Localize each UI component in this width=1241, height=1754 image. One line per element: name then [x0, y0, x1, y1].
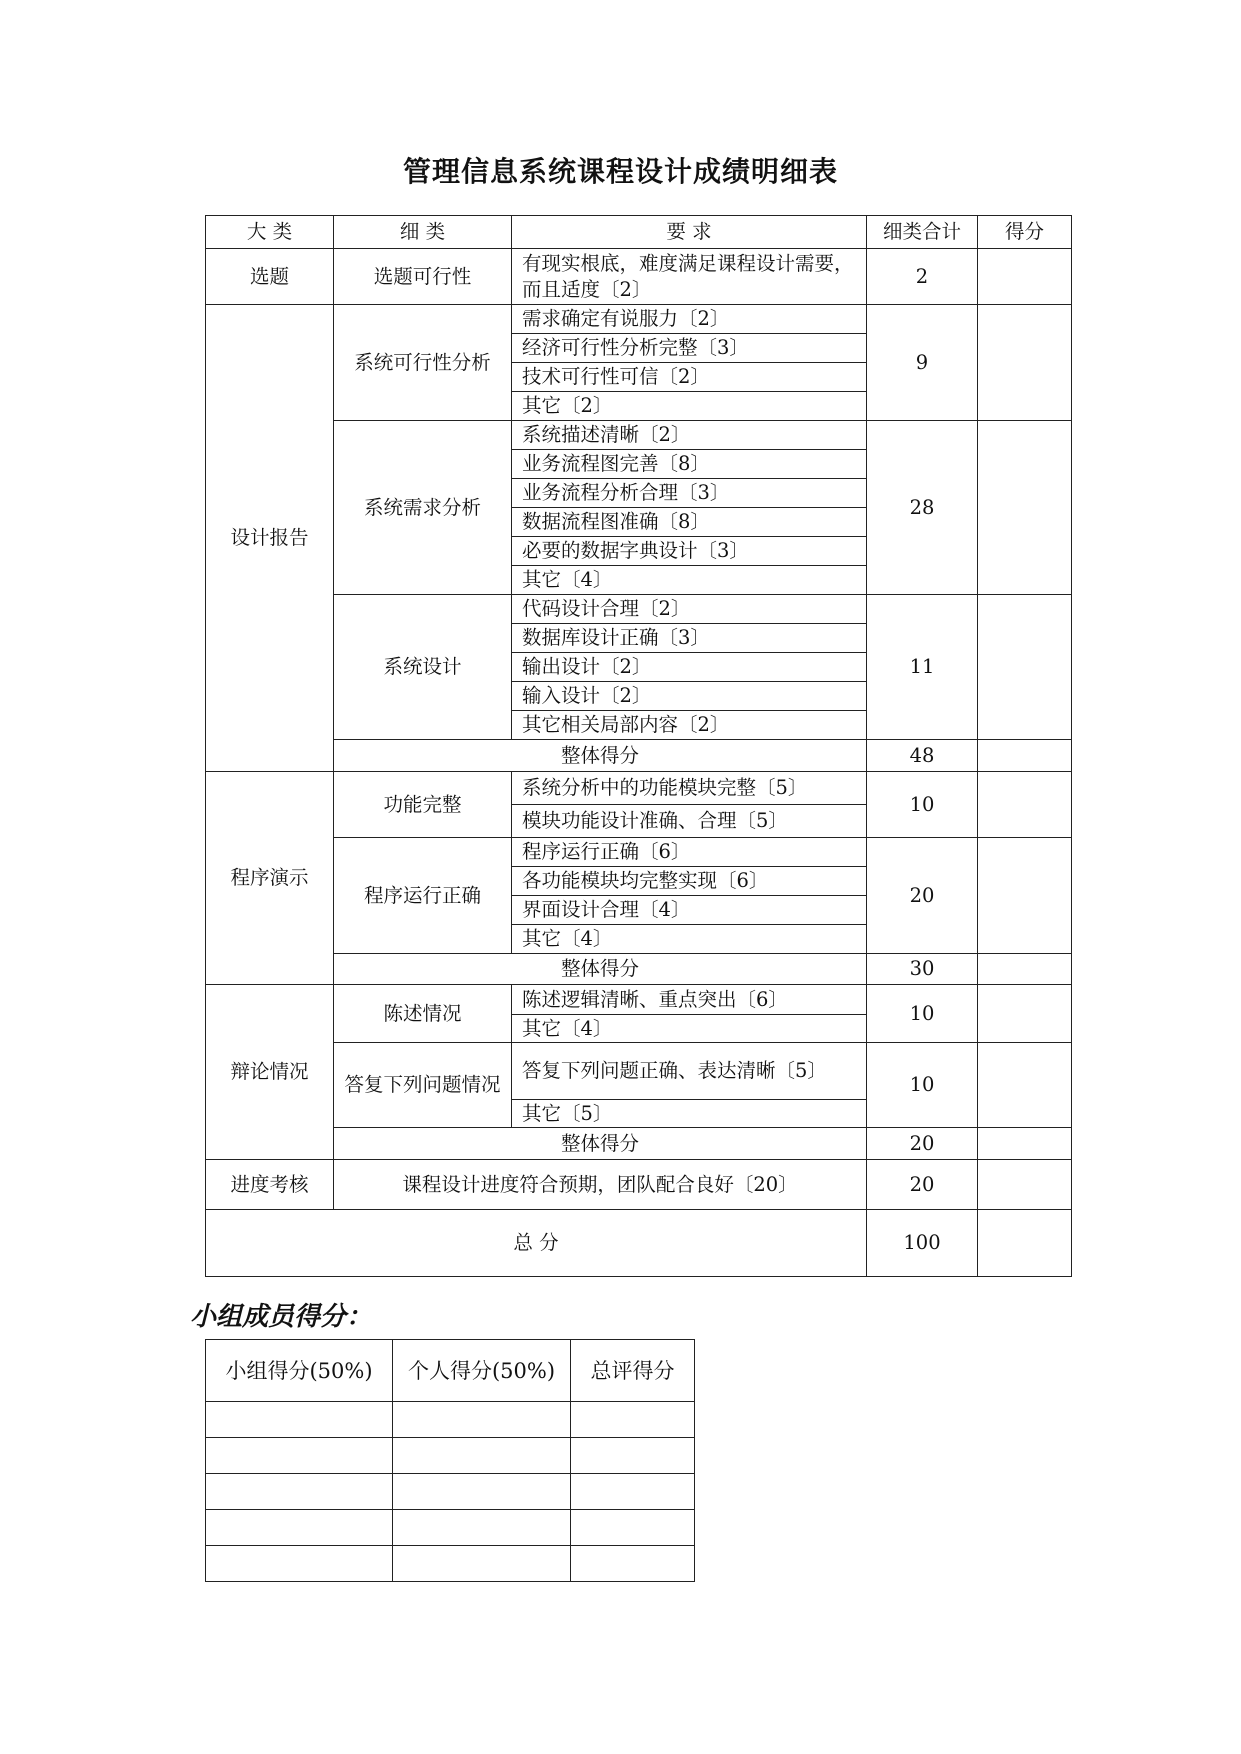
input-cell[interactable]: [393, 1438, 571, 1474]
input-cell[interactable]: [571, 1402, 695, 1438]
subcategory-cell: 选题可行性: [334, 249, 512, 305]
requirement-cell: 输入设计〔2〕: [512, 682, 867, 711]
subtotal-cell: 9: [867, 305, 978, 421]
subtotal-cell: 20: [867, 1160, 978, 1210]
subtotal-cell: 10: [867, 985, 978, 1043]
category-cell: 程序演示: [206, 772, 334, 985]
member-row: [206, 1474, 695, 1510]
requirement-cell: 必要的数据字典设计〔3〕: [512, 537, 867, 566]
requirement-cell: 其它相关局部内容〔2〕: [512, 711, 867, 740]
score-cell: [978, 772, 1072, 838]
input-cell[interactable]: [206, 1474, 393, 1510]
input-cell[interactable]: [571, 1474, 695, 1510]
subcategory-cell: 系统可行性分析: [334, 305, 512, 421]
score-cell: [978, 985, 1072, 1043]
score-cell: [978, 954, 1072, 985]
requirement-cell: 课程设计进度符合预期，团队配合良好〔20〕: [334, 1160, 867, 1210]
subtotal-cell: 20: [867, 838, 978, 954]
score-cell: [978, 740, 1072, 772]
requirement-cell: 程序运行正确〔6〕: [512, 838, 867, 867]
score-cell: [978, 595, 1072, 740]
requirement-cell: 其它〔4〕: [512, 1015, 867, 1043]
requirement-cell: 其它〔5〕: [512, 1100, 867, 1128]
input-cell[interactable]: [393, 1510, 571, 1546]
member-row: [206, 1546, 695, 1582]
subtotal-cell: 28: [867, 421, 978, 595]
category-cell: 辩论情况: [206, 985, 334, 1160]
grand-total-value: 100: [867, 1210, 978, 1277]
member-row: [206, 1510, 695, 1546]
requirement-cell: 各功能模块均完整实现〔6〕: [512, 867, 867, 896]
overall-score-cell: 48: [867, 740, 978, 772]
requirement-cell: 业务流程图完善〔8〕: [512, 450, 867, 479]
subcategory-cell: 程序运行正确: [334, 838, 512, 954]
requirement-cell: 模块功能设计准确、合理〔5〕: [512, 805, 867, 838]
subcategory-cell: 功能完整: [334, 772, 512, 838]
input-cell[interactable]: [393, 1402, 571, 1438]
input-cell[interactable]: [206, 1402, 393, 1438]
score-cell: [978, 1128, 1072, 1160]
page-title: 管理信息系统课程设计成绩明细表: [402, 155, 838, 188]
requirement-cell: 输出设计〔2〕: [512, 653, 867, 682]
overall-label-cell: 整体得分: [334, 740, 867, 772]
topic-row: [206, 249, 1072, 305]
input-cell[interactable]: [206, 1546, 393, 1582]
score-cell: [978, 1160, 1072, 1210]
header-subtotal: 细类合计: [867, 216, 978, 249]
requirement-cell: 系统描述清晰〔2〕: [512, 421, 867, 450]
requirement-cell: 数据库设计正确〔3〕: [512, 624, 867, 653]
requirement-cell: 其它〔4〕: [512, 566, 867, 595]
category-cell: 选题: [206, 249, 334, 305]
subcategory-cell: 系统需求分析: [334, 421, 512, 595]
header-score: 得分: [978, 216, 1072, 249]
requirement-cell: 技术可行性可信〔2〕: [512, 363, 867, 392]
requirement-cell: 需求确定有说服力〔2〕: [512, 305, 867, 334]
grand-total-row: [206, 1210, 1072, 1277]
progress-row: [206, 1160, 1072, 1210]
header-row: [206, 216, 1072, 249]
category-cell: 设计报告: [206, 305, 334, 772]
member-row: [206, 1402, 695, 1438]
members-section-title: 小组成员得分：: [190, 1302, 373, 1332]
header-category: 大 类: [206, 216, 334, 249]
requirement-cell: 界面设计合理〔4〕: [512, 896, 867, 925]
score-cell: [978, 305, 1072, 421]
overall-label-cell: 整体得分: [334, 954, 867, 985]
subtotal-cell: 2: [867, 249, 978, 305]
subtotal-cell: 10: [867, 772, 978, 838]
input-cell[interactable]: [571, 1546, 695, 1582]
requirement-cell: 经济可行性分析完整〔3〕: [512, 334, 867, 363]
grand-total-label: 总 分: [206, 1210, 867, 1277]
requirement-cell: 业务流程分析合理〔3〕: [512, 479, 867, 508]
header-subcategory: 细 类: [334, 216, 512, 249]
requirement-cell: 答复下列问题正确、表达清晰〔5〕: [512, 1043, 867, 1100]
members-header-row: [206, 1340, 695, 1402]
input-cell[interactable]: [206, 1510, 393, 1546]
subcategory-cell: 系统设计: [334, 595, 512, 740]
category-cell: 进度考核: [206, 1160, 334, 1210]
requirement-cell: 系统分析中的功能模块完整〔5〕: [512, 772, 867, 805]
input-cell[interactable]: [206, 1438, 393, 1474]
requirement-cell: 陈述逻辑清晰、重点突出〔6〕: [512, 985, 867, 1015]
input-cell[interactable]: [571, 1438, 695, 1474]
input-cell[interactable]: [393, 1546, 571, 1582]
header-personal-score: 个人得分(50%): [393, 1340, 571, 1402]
input-cell[interactable]: [571, 1510, 695, 1546]
subcategory-cell: 答复下列问题情况: [334, 1043, 512, 1128]
subtotal-cell: 11: [867, 595, 978, 740]
header-final-score: 总评得分: [571, 1340, 695, 1402]
overall-score-cell: 20: [867, 1128, 978, 1160]
overall-label-cell: 整体得分: [334, 1128, 867, 1160]
member-row: [206, 1438, 695, 1474]
subcategory-cell: 陈述情况: [334, 985, 512, 1043]
members-score-table: [205, 1339, 695, 1582]
score-cell: [978, 1043, 1072, 1128]
input-cell[interactable]: [393, 1474, 571, 1510]
requirement-cell: 代码设计合理〔2〕: [512, 595, 867, 624]
requirement-cell: 有现实根底，难度满足课程设计需要，而且适度〔2〕: [512, 249, 867, 305]
header-requirement: 要 求: [512, 216, 867, 249]
score-cell: [978, 1210, 1072, 1277]
score-detail-table: [205, 215, 1072, 1277]
requirement-cell: 其它〔4〕: [512, 925, 867, 954]
score-cell: [978, 249, 1072, 305]
score-cell: [978, 838, 1072, 954]
overall-score-cell: 30: [867, 954, 978, 985]
score-cell: [978, 421, 1072, 595]
header-group-score: 小组得分(50%): [206, 1340, 393, 1402]
subtotal-cell: 10: [867, 1043, 978, 1128]
requirement-cell: 数据流程图准确〔8〕: [512, 508, 867, 537]
requirement-cell: 其它〔2〕: [512, 392, 867, 421]
